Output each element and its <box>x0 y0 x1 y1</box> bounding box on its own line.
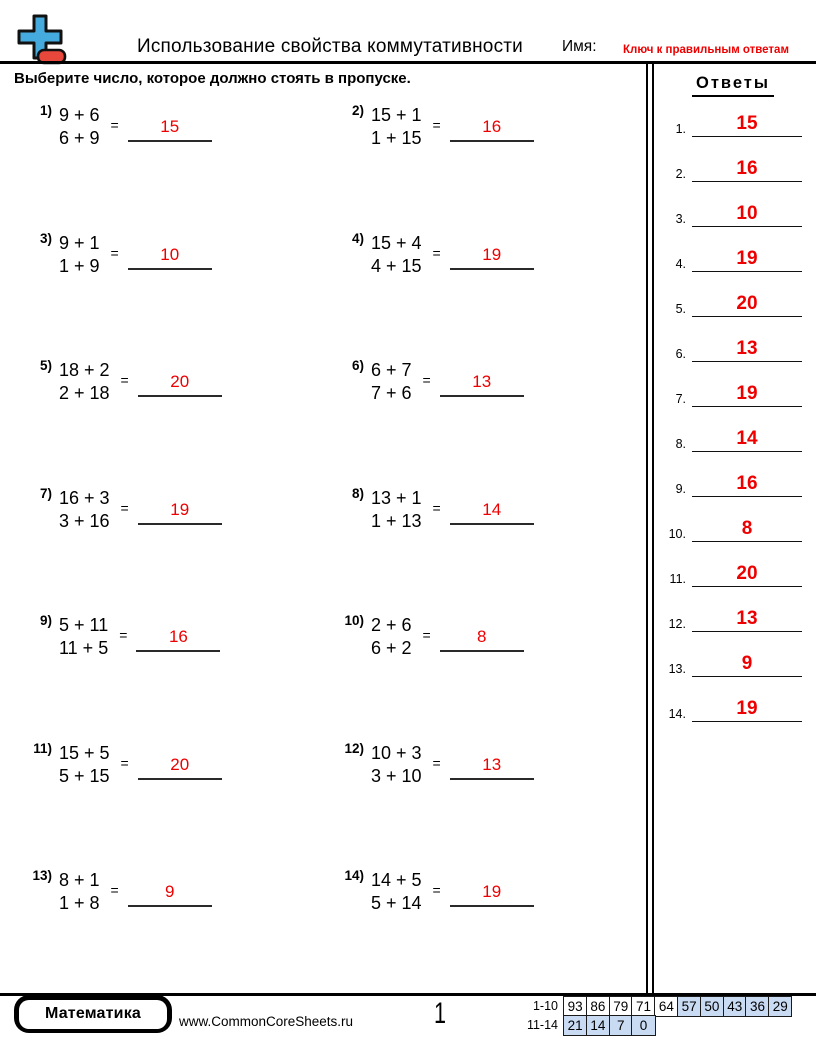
answer-row <box>660 336 802 362</box>
answer-row-value: 16 <box>692 158 802 182</box>
answer-row-number: 8. <box>675 437 686 451</box>
answer-blank <box>450 882 534 907</box>
problem <box>28 359 222 405</box>
answer-row <box>660 246 802 272</box>
answer-row <box>660 606 802 632</box>
answer-value: 13 <box>472 372 492 391</box>
equals-sign: = <box>120 755 129 771</box>
plus-icon <box>13 11 67 65</box>
problem <box>28 232 212 278</box>
answer-value: 20 <box>170 372 190 391</box>
answer-row-number: 1. <box>675 122 686 136</box>
answer-row-number: 9. <box>675 482 686 496</box>
problem-number: 7) <box>39 486 52 501</box>
problem-expressions <box>371 232 422 278</box>
answer-value: 8 <box>477 627 487 646</box>
problem <box>340 614 524 660</box>
problem-number: 11) <box>33 741 52 756</box>
answer-row-value: 13 <box>692 608 802 632</box>
problem-expressions <box>371 104 422 150</box>
score-cell: 29 <box>768 996 792 1017</box>
answer-blank <box>128 117 212 142</box>
expression-top: 5 + 11 <box>59 615 109 635</box>
answer-row-value: 19 <box>692 383 802 407</box>
answer-row-number: 6. <box>675 347 686 361</box>
answer-key-label: Ключ к правильным ответам <box>623 44 789 56</box>
expression-top: 2 + 6 <box>371 615 412 635</box>
answer-row-value: 13 <box>692 338 802 362</box>
expression-top: 10 + 3 <box>371 743 422 763</box>
answer-row <box>660 651 802 677</box>
score-cell: 7 <box>609 1015 633 1036</box>
answer-value: 20 <box>170 755 190 774</box>
expression-bottom: 3 + 10 <box>371 766 422 786</box>
expression-top: 14 + 5 <box>371 870 422 890</box>
answer-row-number: 5. <box>675 302 686 316</box>
problem-expressions <box>59 614 108 660</box>
problem-number: 13) <box>32 868 52 883</box>
answer-blank <box>450 755 534 780</box>
problem-number: 3) <box>39 231 52 246</box>
answer-blank <box>138 500 222 525</box>
answer-blank <box>128 245 212 270</box>
answers-panel-title: Ответы <box>660 74 806 97</box>
answer-row-value: 9 <box>692 653 802 677</box>
problem <box>28 869 212 915</box>
problem-expressions <box>371 487 422 533</box>
answer-row-value: 16 <box>692 473 802 497</box>
answer-value: 19 <box>482 245 502 264</box>
problem-number: 1) <box>39 103 52 118</box>
expression-bottom: 6 + 2 <box>371 638 412 658</box>
score-row <box>470 996 792 1017</box>
problem-expressions <box>59 359 110 405</box>
answer-row-number: 7. <box>675 392 686 406</box>
answer-value: 15 <box>160 117 180 136</box>
problem-expressions <box>371 869 422 915</box>
problem <box>28 742 222 788</box>
problem-expressions <box>59 104 100 150</box>
problem <box>28 487 222 533</box>
brand-badge <box>14 995 172 1033</box>
answer-row <box>660 696 802 722</box>
expression-bottom: 6 + 9 <box>59 128 100 148</box>
score-cell: 21 <box>563 1015 587 1036</box>
problem-expressions <box>59 869 100 915</box>
problem-expressions <box>371 614 412 660</box>
expression-bottom: 1 + 15 <box>371 128 422 148</box>
score-cell: 57 <box>677 996 701 1017</box>
answer-blank <box>128 882 212 907</box>
problem-number: 6) <box>351 358 364 373</box>
score-cell: 50 <box>700 996 724 1017</box>
answer-row <box>660 156 802 182</box>
answer-row-number: 3. <box>675 212 686 226</box>
problem <box>28 104 212 150</box>
problem <box>340 359 524 405</box>
problem-number: 9) <box>39 613 52 628</box>
answer-row <box>660 201 802 227</box>
score-table <box>470 996 792 1036</box>
expression-bottom: 1 + 13 <box>371 511 422 531</box>
equals-sign: = <box>432 245 441 261</box>
answers-divider <box>646 64 654 994</box>
answer-row-value: 19 <box>692 698 802 722</box>
answer-row-number: 10. <box>668 527 686 541</box>
answer-blank <box>138 372 222 397</box>
answer-row-number: 11. <box>669 572 686 586</box>
answer-row-number: 4. <box>675 257 686 271</box>
answer-value: 19 <box>170 500 190 519</box>
answer-row <box>660 381 802 407</box>
expression-top: 16 + 3 <box>59 488 110 508</box>
brand-label: Математика <box>19 1000 167 1029</box>
problem <box>340 869 534 915</box>
commoncoresheets-logo <box>13 11 67 65</box>
problem-expressions <box>59 487 110 533</box>
answer-blank <box>450 117 534 142</box>
problem <box>340 487 534 533</box>
answer-row-value: 10 <box>692 203 802 227</box>
answer-blank <box>440 372 524 397</box>
website-url: www.CommonCoreSheets.ru <box>179 1014 354 1029</box>
equals-sign: = <box>120 372 129 388</box>
answer-row-value: 8 <box>692 518 802 542</box>
answer-value: 16 <box>168 627 188 646</box>
answer-value: 10 <box>160 245 180 264</box>
equals-sign: = <box>110 117 119 133</box>
equals-sign: = <box>432 755 441 771</box>
expression-top: 15 + 5 <box>59 743 110 763</box>
expression-bottom: 11 + 5 <box>59 638 109 658</box>
answer-value: 16 <box>482 117 502 136</box>
expression-top: 9 + 6 <box>59 105 100 125</box>
problem-expressions <box>371 742 422 788</box>
answer-row <box>660 291 802 317</box>
answer-value: 9 <box>165 882 175 901</box>
problem-number: 2) <box>351 103 364 118</box>
equals-sign: = <box>120 500 129 516</box>
score-cell: 36 <box>745 996 769 1017</box>
equals-sign: = <box>432 117 441 133</box>
expression-bottom: 1 + 9 <box>59 256 100 276</box>
problem-number: 5) <box>39 358 52 373</box>
problem-expressions <box>371 359 412 405</box>
answer-row-value: 20 <box>692 563 802 587</box>
expression-bottom: 1 + 8 <box>59 893 100 913</box>
page-title: Использование свойства коммутативности <box>137 36 523 57</box>
expression-top: 8 + 1 <box>59 870 100 890</box>
expression-bottom: 5 + 15 <box>59 766 110 786</box>
problem <box>340 742 534 788</box>
answer-row <box>660 471 802 497</box>
equals-sign: = <box>422 372 431 388</box>
answer-row-number: 13. <box>668 662 686 676</box>
expression-bottom: 7 + 6 <box>371 383 412 403</box>
score-row-label: 1-10 <box>532 999 558 1014</box>
answer-row <box>660 111 802 137</box>
answer-row-number: 12. <box>668 617 686 631</box>
problem <box>340 232 534 278</box>
problem-number: 10) <box>344 613 364 628</box>
equals-sign: = <box>119 627 128 643</box>
answer-value: 13 <box>482 755 502 774</box>
answer-row <box>660 426 802 452</box>
score-cell: 71 <box>631 996 655 1017</box>
expression-top: 18 + 2 <box>59 360 110 380</box>
expression-top: 6 + 7 <box>371 360 412 380</box>
problem-expressions <box>59 232 100 278</box>
score-cell: 43 <box>723 996 747 1017</box>
expression-bottom: 3 + 16 <box>59 511 110 531</box>
problem-number: 12) <box>344 741 364 756</box>
equals-sign: = <box>110 882 119 898</box>
score-cell: 64 <box>654 996 678 1017</box>
expression-bottom: 4 + 15 <box>371 256 422 276</box>
answer-row-number: 14. <box>668 707 686 721</box>
page-number: 1 <box>433 997 447 1030</box>
score-cell: 79 <box>609 996 633 1017</box>
answer-row-number: 2. <box>675 167 686 181</box>
answer-value: 19 <box>482 882 502 901</box>
score-cell: 14 <box>586 1015 610 1036</box>
instruction-text: Выберите число, которое должно стоять в пропуске. <box>14 70 411 87</box>
answer-row <box>660 561 802 587</box>
answer-row <box>660 516 802 542</box>
answer-row-value: 19 <box>692 248 802 272</box>
problem-number: 14) <box>344 868 364 883</box>
score-row-label: 11-14 <box>526 1018 558 1033</box>
expression-top: 9 + 1 <box>59 233 100 253</box>
problem <box>340 104 534 150</box>
answer-row-value: 14 <box>692 428 802 452</box>
problem-number: 8) <box>351 486 364 501</box>
answer-blank <box>450 500 534 525</box>
answer-blank <box>138 755 222 780</box>
answer-blank <box>440 627 524 652</box>
expression-top: 15 + 4 <box>371 233 422 253</box>
equals-sign: = <box>110 245 119 261</box>
header-rule <box>0 61 816 64</box>
score-cell: 93 <box>563 996 587 1017</box>
problem <box>28 614 220 660</box>
score-cell: 86 <box>586 996 610 1017</box>
expression-top: 15 + 1 <box>371 105 422 125</box>
score-cell: 0 <box>631 1015 655 1036</box>
problem-number: 4) <box>351 231 364 246</box>
expression-bottom: 5 + 14 <box>371 893 422 913</box>
answer-row-value: 15 <box>692 113 802 137</box>
equals-sign: = <box>432 882 441 898</box>
answer-blank <box>136 627 220 652</box>
name-label: Имя: <box>562 38 597 55</box>
answer-blank <box>450 245 534 270</box>
equals-sign: = <box>432 500 441 516</box>
score-row <box>470 1015 792 1036</box>
expression-bottom: 2 + 18 <box>59 383 110 403</box>
expression-top: 13 + 1 <box>371 488 422 508</box>
equals-sign: = <box>422 627 431 643</box>
problem-expressions <box>59 742 110 788</box>
answer-value: 14 <box>482 500 502 519</box>
answer-row-value: 20 <box>692 293 802 317</box>
